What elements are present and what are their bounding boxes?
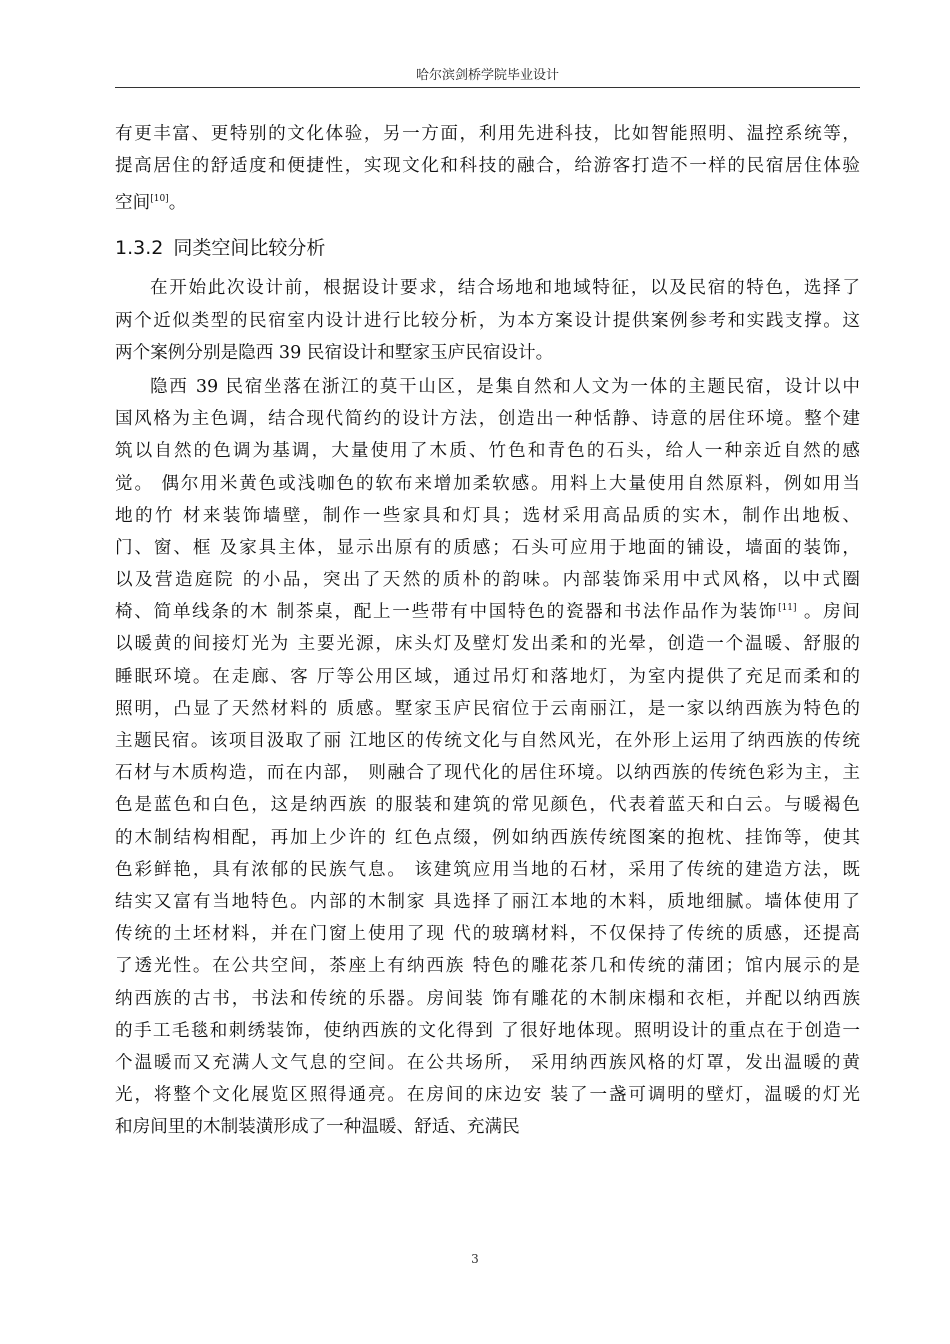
text-line: 纳西族的古书，书法和传统的乐器。房间装 饰有雕花的木制床榻和衣柜，并配以纳西族 [115,988,860,1009]
text-line: 色是蓝色和白色，这是纳西族 的服装和建筑的常见颜色，代表着蓝天和白云。与暖褐色 [115,795,860,816]
text-line: 照明，凸显了天然材料的 质感。墅家玉庐民宿位于云南丽江，是一家以纳西族为特色的 [115,698,860,719]
text-line: 和房间里的木制装潢形成了一种温暖、舒适、充满民 [115,1117,520,1138]
text-line [115,182,860,224]
citation-mark: [11] [778,603,797,614]
header-rule [115,87,860,88]
paragraph-continuation [115,118,860,224]
citation-mark: [10] [150,194,169,205]
text-line: 隐西 39 民宿坐落在浙江的莫干山区，是集自然和人文为一体的主题民宿，设计以中 [150,376,860,397]
text-line: 睡眠环境。在走廊、客 厅等公用区域，通过吊灯和落地灯，为室内提供了充足而柔和的 [115,666,860,687]
page-content [115,118,860,1143]
section-title: 同类空间比较分析 [173,237,326,260]
text-fragment: 空间 [115,193,151,214]
text-line: 的手工毛毯和刺绣装饰，使纳西族的文化得到 了很好地体现。照明设计的重点在于创造一 [115,1020,860,1041]
text-line: 个温暖而又充满人文气息的空间。在公共场所， 采用纳西族风格的灯罩，发出温暖的黄 [115,1052,860,1073]
page-number: 3 [471,1252,479,1266]
text-line: 两个近似类型的民宿室内设计进行比较分析，为本方案设计提供案例参考和实践支撑。这 [115,310,860,331]
text-line: 了透光性。在公共空间，茶座上有纳西族 特色的雕花茶几和传统的蒲团；馆内展示的是 [115,956,860,977]
text-line: 结实又富有当地特色。内部的木制家 具选择了丽江本地的木料，质地细腻。墙体使用了 [115,891,860,912]
text-line: 色彩鲜艳，具有浓郁的民族气息。 该建筑应用当地的石材，采用了传统的建造方法，既 [115,859,860,880]
text-line: 地的竹 材来装饰墙壁，制作一些家具和灯具；选材采用高品质的实木，制作出地板、 [115,505,860,526]
text-line: 石材与木质构造，而在内部， 则融合了现代化的居住环境。以纳西族的传统色彩为主，主 [115,763,860,784]
text-fragment: 。 [168,193,187,214]
text-line: 国风格为主色调，结合现代简约的设计方法，创造出一种恬静、诗意的居住环境。整个建 [115,409,860,430]
text-line: 以暖黄的间接灯光为 主要光源，床头灯及壁灯发出柔和的光晕，创造一个温暖、舒服的 [115,634,860,655]
text-line: 主题民宿。该项目汲取了丽 江地区的传统文化与自然风光，在外形上运用了纳西族的传统 [115,731,860,751]
paragraph-cases [115,371,860,1144]
text-line: 提高居住的舒适度和便捷性，实现文化和科技的融合，给游客打造不一样的民宿居住体验 [115,156,860,177]
section-heading [115,228,860,268]
section-number: 1.3.2 [115,237,164,260]
paragraph-intro [115,272,860,369]
text-line: 在开始此次设计前，根据设计要求，结合场地和地域特征，以及民宿的特色，选择了 [150,278,860,299]
text-line: 的木制结构相配，再加上少许的 红色点缀，例如纳西族传统图案的抱枕、挂饰等，使其 [115,827,860,848]
page-header: 哈尔滨剑桥学院毕业设计 [415,68,559,83]
text-line: 光，将整个文化展览区照得通亮。在房间的床边安 装了一盏可调明的壁灯，温暖的灯光 [115,1085,860,1106]
text-line: 两个案例分别是隐西 39 民宿设计和墅家玉庐民宿设计。 [115,342,554,363]
text-line: 门、窗、框 及家具主体，显示出原有的质感；石头可应用于地面的铺设，墙面的装饰， [115,537,860,558]
text-fragment: 。房间 [796,602,860,623]
text-line: 有更丰富、更特别的文化体验，另一方面，利用先进科技，比如智能照明、温控系统等， [115,124,860,144]
text-line: 筑以自然的色调为基调，大量使用了木质、竹色和青色的石头，给人一种亲近自然的感 [115,441,860,462]
text-line: 觉。 偶尔用米黄色或浅咖色的软布来增加柔软感。用料上大量使用自然原料，例如用当 [115,473,860,494]
text-line [115,596,860,628]
text-line: 传统的土坯材料，并在门窗上使用了现 代的玻璃材料，不仅保持了传统的质感，还提高 [115,924,860,945]
text-line: 以及营造庭院 的小品，突出了天然的质朴的韵味。内部装饰采用中式风格，以中式圈 [115,570,860,591]
text-fragment: 椅、简单线条的木 制茶桌，配上一些带有中国特色的瓷器和书法作品作为装饰 [115,602,779,623]
